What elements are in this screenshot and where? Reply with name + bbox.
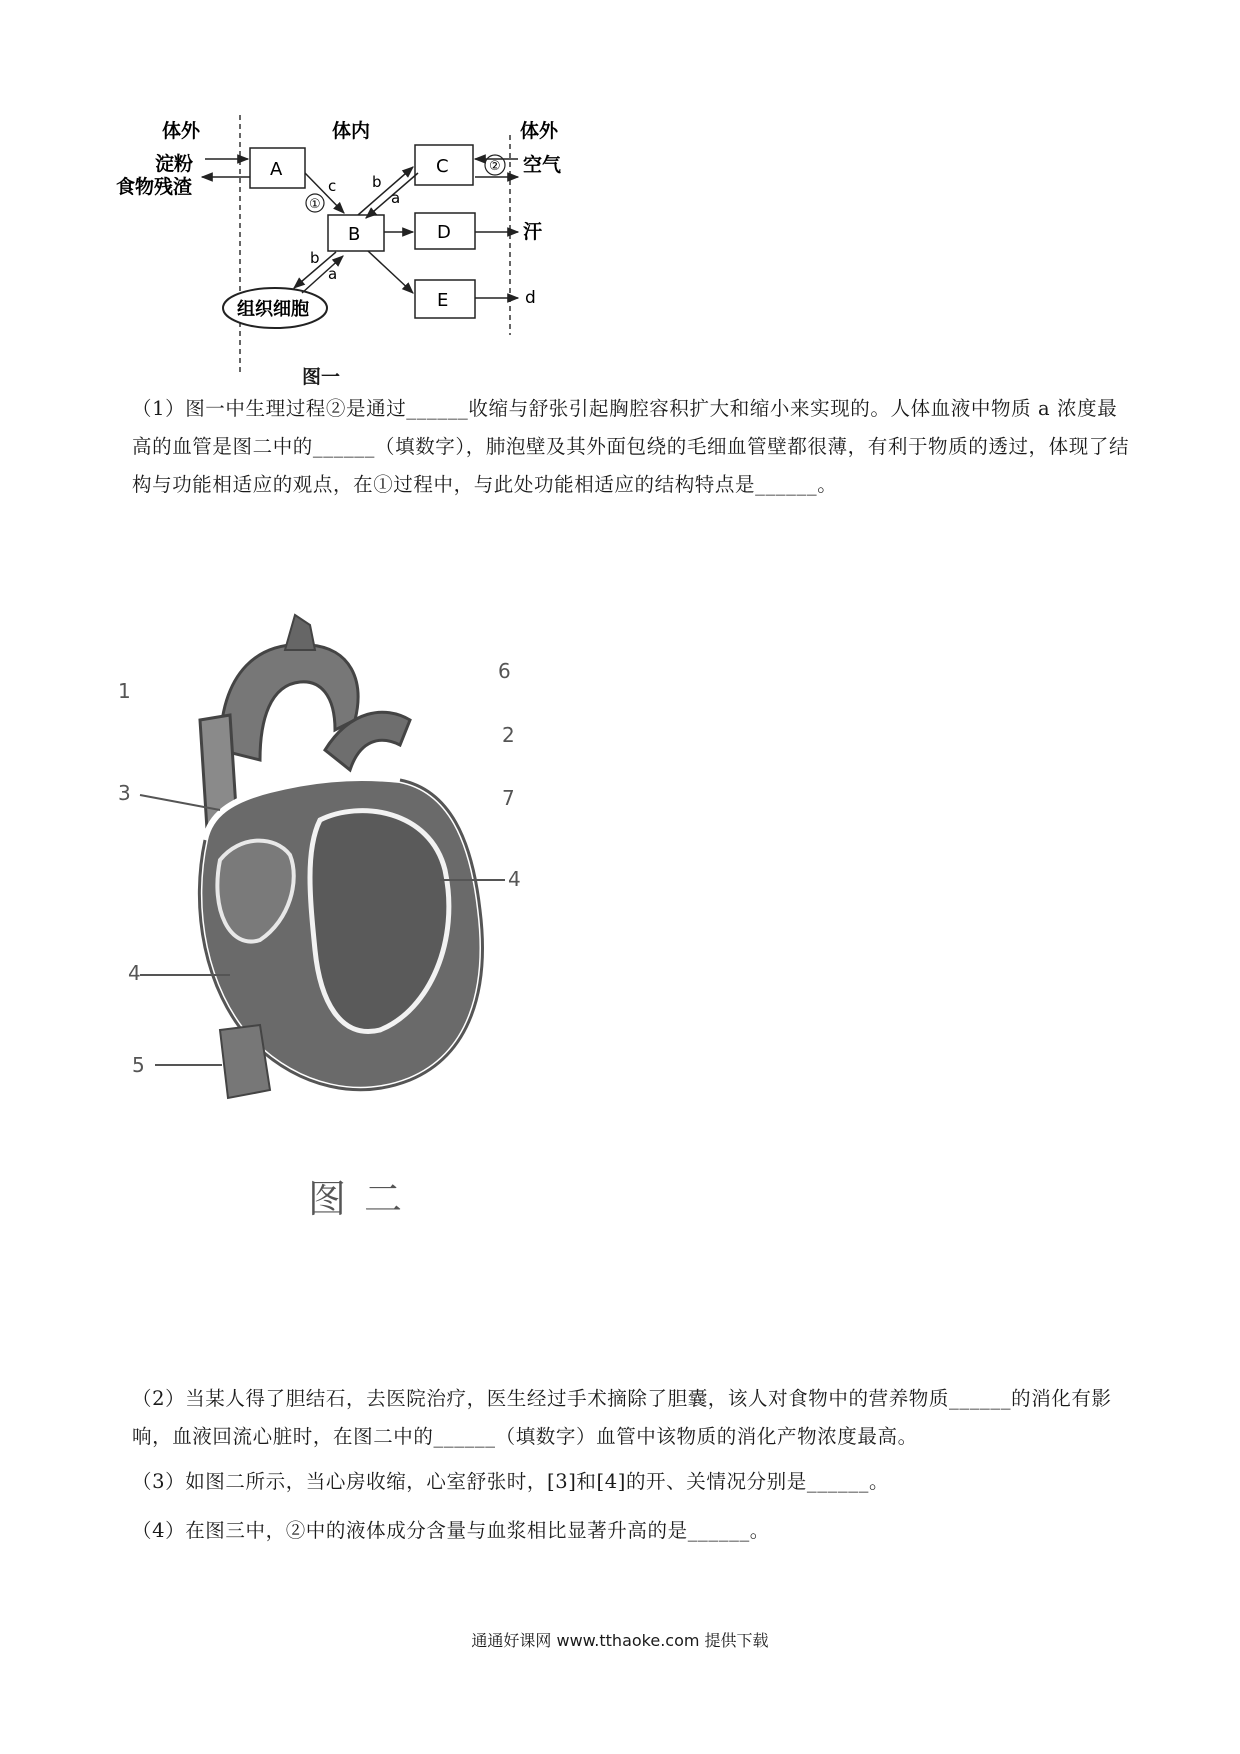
- question-3: （3）如图二所示，当心房收缩，心室舒张时，[3]和[4]的开、关情况分别是______。: [132, 1470, 890, 1493]
- d-label: d: [525, 288, 536, 308]
- question-4: （4）在图三中，②中的液体成分含量与血浆相比显著升高的是______。: [132, 1519, 770, 1542]
- svg-text:b: b: [310, 249, 320, 267]
- question-2: （2）当某人得了胆结石，去医院治疗，医生经过手术摘除了胆囊，该人对食物中的营养物质______的消化有影响，血液回流心脏时，在图二中的______（填数字）血管中该物质的消化产物浓度最高。: [132, 1387, 1112, 1448]
- box-a-label: A: [270, 159, 283, 180]
- svg-text:②: ②: [489, 159, 501, 174]
- question-1: （1）图一中生理过程②是通过______收缩与舒张引起胸腔容积扩大和缩小来实现的。人体血液中物质 a 浓度最高的血管是图二中的______（填数字），肺泡壁及其外面包绕的毛细血管壁都很薄，有利于物质的透过，体现了结构与功能相适应的观点，在①过程中，与此处功能相适应的结构特点是______。: [132, 397, 1130, 496]
- box-b-label: B: [348, 224, 361, 245]
- box-e-label: E: [437, 290, 449, 311]
- outside-right-label: 体外: [520, 120, 559, 142]
- page-footer: 通通好课网 www.tthaoke.com 提供下载: [471, 1631, 769, 1650]
- inferior-vena-cava-shape: [220, 1025, 270, 1098]
- heart-label-6: 6: [498, 659, 511, 683]
- top-vessel-shape: [285, 615, 315, 650]
- figure-2-heart-diagram: [110, 610, 530, 1210]
- heart-label-3: 3: [118, 781, 131, 805]
- svg-text:a: a: [391, 189, 401, 207]
- sweat-label: 汗: [523, 221, 543, 243]
- box-c-label: C: [436, 156, 449, 177]
- svg-text:c: c: [328, 177, 337, 195]
- air-label: 空气: [523, 154, 562, 176]
- svg-text:b: b: [372, 173, 382, 191]
- heart-label-2: 2: [502, 723, 515, 747]
- heart-label-1: 1: [118, 679, 131, 703]
- food-residue-label: 食物残渣: [116, 176, 193, 198]
- heart-label-7: 7: [502, 786, 515, 810]
- outside-left-label: 体外: [162, 120, 201, 142]
- tissue-cells-label: 组织细胞: [237, 299, 309, 320]
- figure-2-caption: 图二: [308, 1177, 421, 1221]
- heart-label-4-right: 4: [508, 867, 521, 891]
- figure-1-caption: 图一: [302, 366, 341, 388]
- box-d-label: D: [437, 222, 451, 243]
- heart-label-4-left: 4: [128, 961, 141, 985]
- svg-text:a: a: [328, 265, 338, 283]
- inside-label: 体内: [332, 120, 371, 142]
- heart-label-5: 5: [132, 1053, 145, 1077]
- starch-label: 淀粉: [155, 153, 194, 175]
- figure-1-diagram: [110, 115, 670, 375]
- svg-text:①: ①: [309, 197, 321, 212]
